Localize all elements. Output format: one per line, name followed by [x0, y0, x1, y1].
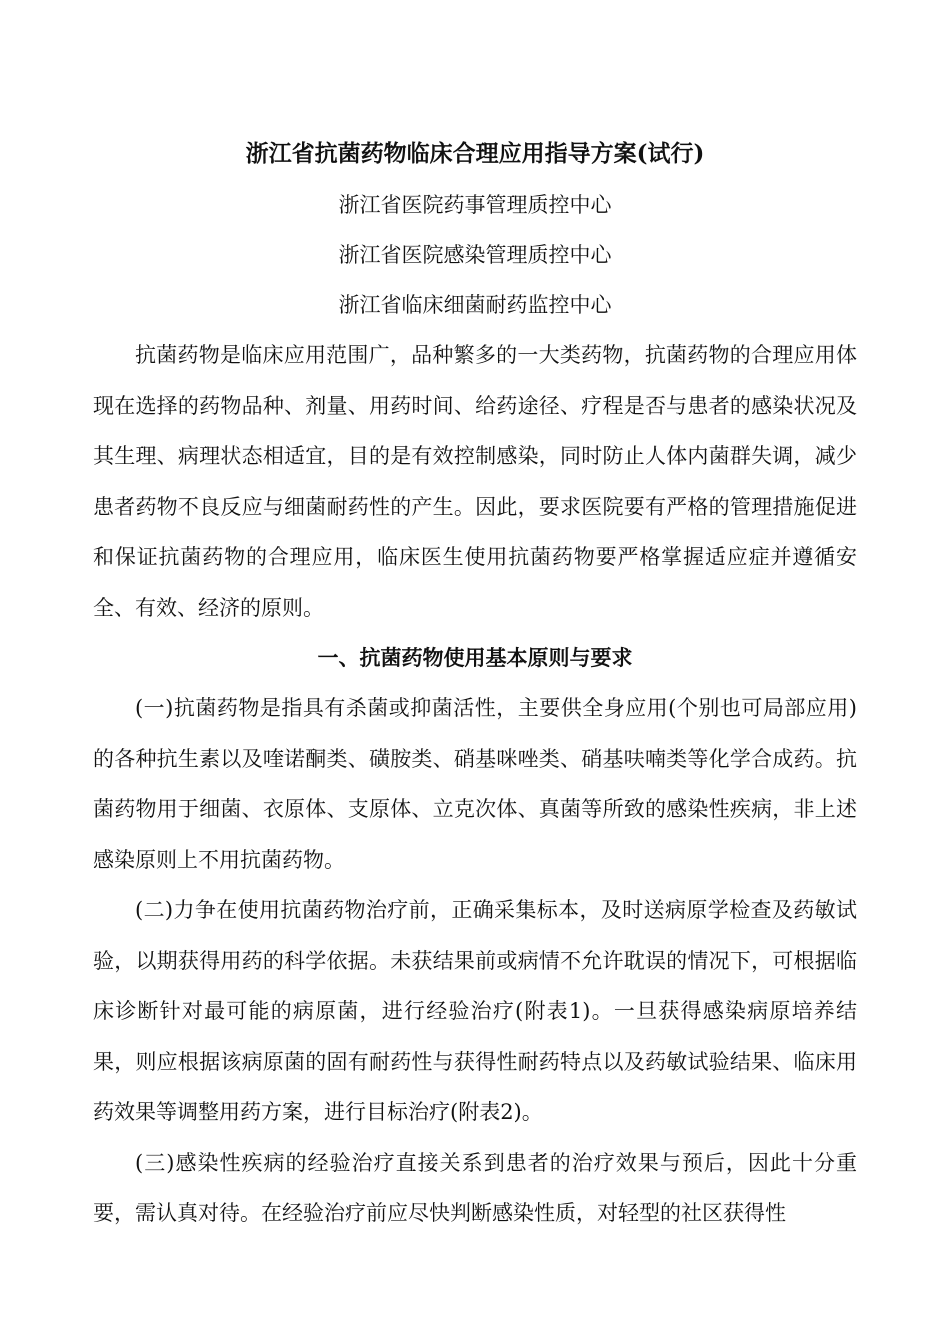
- section-paragraph-2: (二)力争在使用抗菌药物治疗前，正确采集标本，及时送病原学检查及药敏试验，以期获得用药的科学依据。未获结果前或病情不允许耽误的情况下，可根据临床诊断针对最可能的病原菌，进行经验治疗(附表1)。一旦获得感染病原培养结果，则应根据该病原菌的固有耐药性与获得性耐药特点以及药敏试验结果、临床用药效果等调整用药方案，进行目标治疗(附表2)。: [93, 898, 857, 1124]
- intro-paragraph: 抗菌药物是临床应用范围广，品种繁多的一大类药物，抗菌药物的合理应用体现在选择的药物品种、剂量、用药时间、给药途径、疗程是否与患者的感染状况及其生理、病理状态相适宜，目的是有效控制感染，同时防止人体内菌群失调，减少患者药物不良反应与细菌耐药性的产生。因此，要求医院要有严格的管理措施促进和保证抗菌药物的合理应用，临床医生使用抗菌药物要严格掌握适应症并遵循安全、有效、经济的原则。: [93, 343, 857, 620]
- document-title: 浙江省抗菌药物临床合理应用指导方案(试行): [245, 140, 705, 167]
- section-paragraph-3: (三)感染性疾病的经验治疗直接关系到患者的治疗效果与预后，因此十分重要，需认真对待。在经验治疗前应尽快判断感染性质，对轻型的社区获得性: [93, 1150, 857, 1225]
- section-heading: 一、抗菌药物使用基本原则与要求: [317, 645, 633, 670]
- org-line-2: 浙江省医院感染管理质控中心: [338, 243, 612, 267]
- section-paragraph-1: (一)抗菌药物是指具有杀菌或抑菌活性，主要供全身应用(个别也可局部应用)的各种抗生素以及喹诺酮类、磺胺类、硝基咪唑类、硝基呋喃类等化学合成药。抗菌药物用于细菌、衣原体、支原体、立克次体、真菌等所致的感染性疾病，非上述感染原则上不用抗菌药物。: [93, 696, 857, 872]
- org-line-3: 浙江省临床细菌耐药监控中心: [338, 293, 612, 317]
- org-line-1: 浙江省医院药事管理质控中心: [338, 193, 612, 217]
- document-page: [93, 128, 857, 1239]
